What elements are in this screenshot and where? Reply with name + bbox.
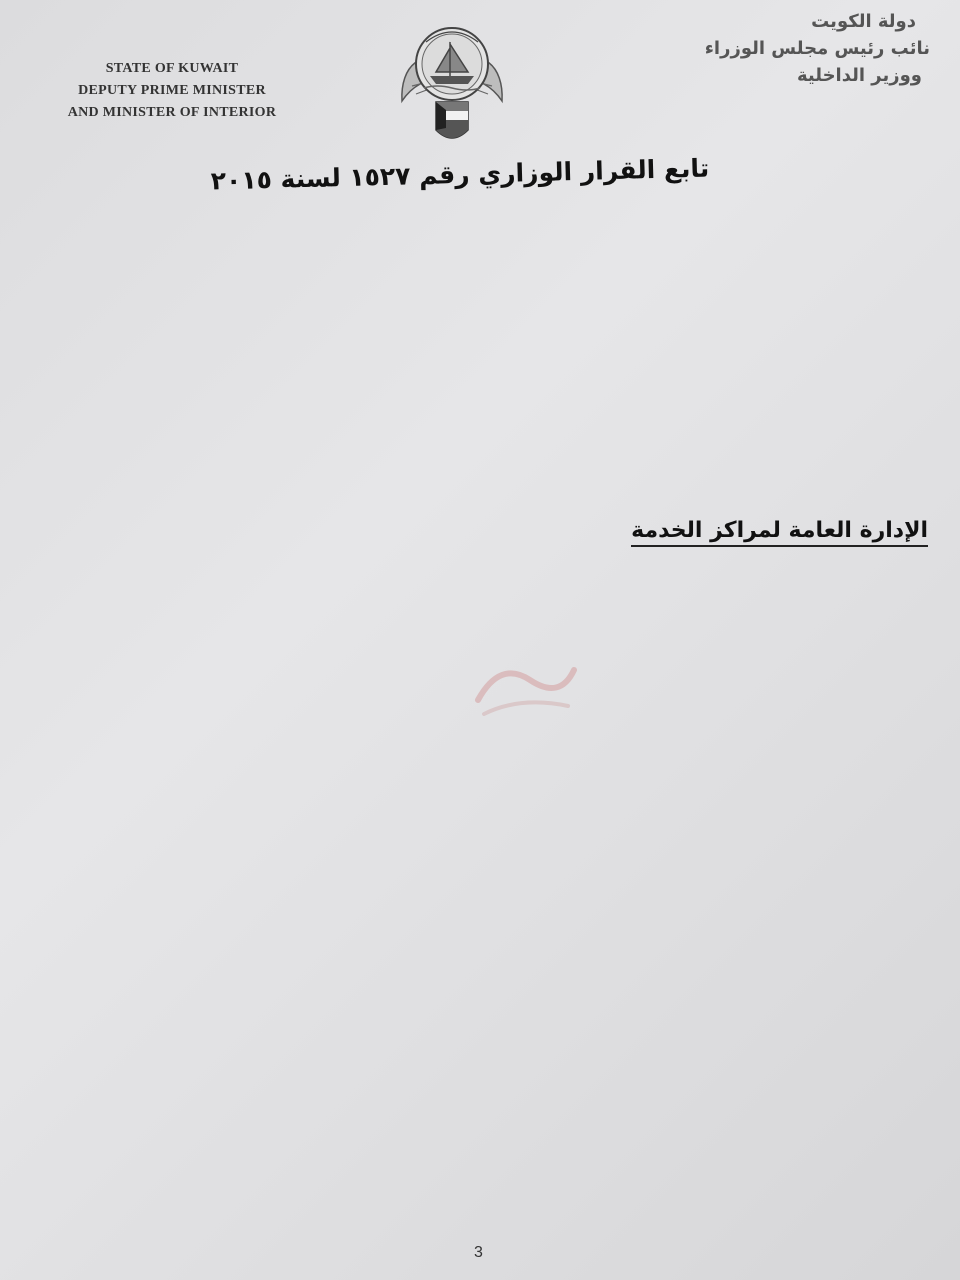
english-letterhead	[22, 58, 322, 124]
letterhead-en-line1: STATE OF KUWAIT	[105, 61, 239, 76]
letterhead-en-line2: DEPUTY PRIME MINISTER	[78, 83, 266, 98]
page-number: 3	[474, 1244, 483, 1261]
arabic-letterhead	[650, 8, 930, 89]
watermark-logo-icon	[470, 640, 580, 730]
letterhead-ar-line3: ووزير الداخلية	[796, 65, 922, 86]
kuwait-emblem-icon	[392, 6, 512, 156]
letterhead-ar-line1: دولة الكويت	[811, 11, 916, 32]
letterhead-en-line3: AND MINISTER OF INTERIOR	[67, 105, 277, 120]
section-heading: الإدارة العامة لمراكز الخدمة	[631, 518, 928, 547]
document-title: تابع القرار الوزاري رقم ١٥٢٧ لسنة ٢٠١٥	[210, 153, 710, 196]
letterhead-ar-line2: نائب رئيس مجلس الوزراء	[704, 38, 930, 59]
